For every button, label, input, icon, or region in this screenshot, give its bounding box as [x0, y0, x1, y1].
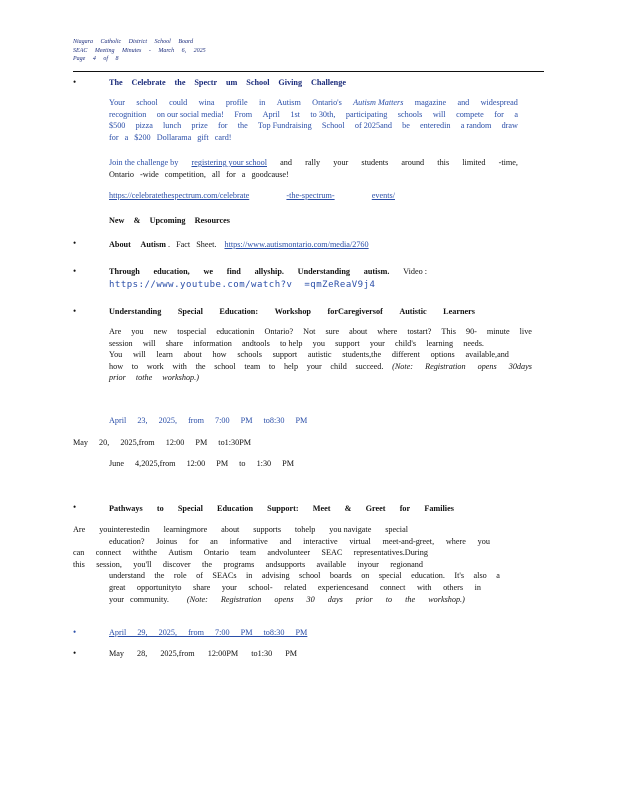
header-line-2: SEAC Meeting Minutes - March 6, 2025 — [73, 47, 206, 54]
word: & — [133, 216, 141, 225]
celebrate-title — [109, 77, 346, 89]
word: students,the — [342, 350, 382, 360]
word: support — [272, 350, 298, 360]
word: This — [441, 327, 456, 336]
word: andvolunteer — [267, 548, 311, 558]
word: Spectr — [194, 78, 218, 87]
word: succeed. — [355, 361, 384, 371]
word: virtual — [349, 536, 371, 546]
word: in — [474, 582, 481, 592]
word: School — [321, 121, 345, 131]
word: to help — [279, 338, 303, 348]
word: Celebrate — [131, 78, 166, 87]
word: connect — [379, 582, 406, 592]
word: limited — [462, 158, 486, 167]
word: Are — [109, 327, 122, 336]
word: lunch — [163, 121, 182, 131]
word: connect — [95, 548, 122, 558]
word: Challenge — [310, 78, 346, 87]
word: an — [210, 536, 218, 546]
word: on — [361, 571, 370, 581]
word: the — [201, 559, 212, 569]
word: be — [402, 121, 410, 131]
word: New — [109, 216, 125, 225]
word: prize — [191, 121, 208, 131]
page-header — [73, 38, 206, 64]
fact-sheet-link[interactable]: https://www.autismontario.com/media/2760 — [224, 240, 369, 249]
word: recognition — [109, 109, 147, 119]
workshop-date-1: April 23, 2025, from 7:00 PM to8:30 PM — [109, 416, 308, 425]
word: advising — [261, 571, 290, 581]
word: about — [349, 327, 368, 336]
word: Education: — [219, 307, 259, 316]
word: Resources — [194, 216, 230, 225]
word: Greet — [365, 504, 386, 513]
word: informative — [229, 536, 268, 546]
word: to — [131, 361, 139, 371]
word: about — [221, 525, 240, 534]
bullet: • — [73, 77, 77, 87]
celebrate-paragraph-2: Join the challenge by registering your school and rally your students around this limited -time, Ontario -wide competition, all for a goodcause! — [109, 158, 518, 179]
word: new — [153, 327, 168, 336]
word: Education — [217, 504, 253, 513]
word: sure — [325, 327, 340, 336]
word: Are — [73, 525, 86, 534]
word: in — [259, 98, 266, 107]
word: Understanding — [109, 307, 162, 316]
word: 1st — [290, 109, 300, 119]
word: Understanding — [297, 267, 350, 276]
header-rule — [73, 71, 544, 72]
word: Your — [109, 98, 126, 107]
resource-item-2: Through education, we find allyship. Understanding autism. Video : — [109, 267, 427, 276]
word: school — [136, 98, 158, 107]
word: Not — [303, 327, 316, 336]
word: the — [195, 361, 206, 371]
register-link[interactable]: registering your school — [191, 158, 267, 167]
word: learning — [426, 338, 454, 348]
word: rally — [305, 158, 321, 167]
word: a — [514, 109, 518, 119]
word: -time, — [498, 158, 518, 167]
word: tostart? — [407, 327, 432, 336]
word: special — [378, 571, 402, 581]
celebrate-paragraph-1: Your school could wina profile in Autism Ontario's Autism Matters magazine and widespread recognition on our social media! From April 1st to 30th, participating schools will compete for a $500 pizza lunch prize for the Top Fundraising School of 2025and be enteredin a random draw for a $200 Dollarama gift card! — [109, 98, 518, 142]
word: to — [156, 504, 164, 513]
bullet: • — [73, 648, 77, 658]
pathways-description: Are youinterestedin learningmore about supports tohelp you navigate special education? Joinus for an informative and interactive virtual meet-and-greet, where you can connect withthe Autism Ontario team andvolunteer SEAC representatives.During this session, you'll discover the programs andsupports available inyour regionand understand the role of SEACs in advising school boards on special education. It's also a great opportunityto share your school- related experiencesand connect with others in your community. (Note: Registration opens 30 days prior to the workshop.) — [73, 525, 500, 604]
word: this — [73, 559, 85, 569]
word: you'll — [133, 559, 152, 569]
bullet: • — [73, 266, 77, 276]
word: Through — [109, 267, 140, 276]
word: share — [193, 582, 211, 592]
word: opportunityto — [136, 582, 182, 592]
word: autism. — [363, 267, 390, 276]
word: this — [437, 158, 450, 167]
word: also — [473, 571, 487, 581]
word: um — [226, 78, 238, 87]
word: From — [234, 109, 253, 119]
word: school — [299, 571, 321, 581]
word: work — [146, 361, 164, 371]
word: school — [214, 361, 236, 371]
word: -the-spectrum- — [286, 191, 335, 200]
word: your — [221, 582, 237, 592]
resource-item-2-link[interactable]: https://www.youtube.com/watch?v =qmZeReaV9j4 — [109, 280, 376, 290]
workshop-description: Are you new tospecial educationin Ontario? Not sure about where tostart? This 90- minute live session will share information andtools to help you support your child's learning needs. You will learn about how schools support autistic students,the different options available,and how to work with the school team to help your child succeed. (Note: Registration opens 30days prior tothe workshop.) — [109, 327, 532, 383]
word: and — [280, 158, 292, 167]
word: needs. — [463, 338, 484, 348]
resource-item-1: About Autism . Fact Sheet. https://www.autismontario.com/media/2760 — [109, 239, 419, 251]
bullet: • — [73, 306, 77, 316]
word: autistic — [307, 350, 332, 360]
word: others — [443, 582, 464, 592]
word: live — [519, 327, 532, 336]
word: youinterestedin — [99, 525, 150, 534]
word: Ontario — [203, 548, 229, 558]
word: to — [268, 361, 276, 371]
word: participating — [345, 109, 388, 119]
word: your — [369, 338, 385, 348]
word: support — [335, 338, 360, 348]
word: educationin — [216, 327, 255, 336]
word: experiencesand — [317, 582, 369, 592]
word: Autism — [168, 548, 193, 558]
word: inyour — [357, 559, 379, 569]
word: Families — [424, 504, 454, 513]
word: meet-and-greet, — [382, 536, 435, 546]
word: different — [391, 350, 420, 360]
word: profile — [225, 98, 248, 107]
word: you — [131, 327, 144, 336]
word: education. — [411, 571, 445, 581]
word: where — [377, 327, 398, 336]
word: https://celebratethespectrum.com/celebrate — [109, 191, 250, 200]
word: discover — [162, 559, 191, 569]
word: Learners — [443, 307, 475, 316]
celebrate-link[interactable] — [109, 190, 395, 202]
word: options — [430, 350, 455, 360]
word: The — [109, 78, 123, 87]
word: $500 — [109, 121, 126, 131]
word: team — [240, 548, 257, 558]
word: we — [203, 267, 213, 276]
workshop-date-2: May 20, 2025,from 12:00 PM to1:30PM — [73, 438, 252, 447]
word: enteredin — [420, 121, 451, 131]
word: could — [169, 98, 188, 107]
pathways-date-1[interactable]: April 29, 2025, from 7:00 PM to8:30 PM — [109, 628, 308, 637]
workshop-date-3: June 4,2025,from 12:00 PM to 1:30 PM — [109, 459, 295, 468]
word: Ontario? — [264, 327, 294, 336]
word: in — [245, 571, 253, 581]
word: on our social media! — [156, 109, 224, 119]
word: child — [330, 361, 347, 371]
word: andsupports — [265, 559, 306, 569]
word: & — [344, 504, 352, 513]
word: tospecial — [177, 327, 207, 336]
pathways-title — [109, 503, 454, 515]
word: Autism — [276, 98, 301, 107]
word: learn — [156, 350, 173, 360]
word: Special — [177, 307, 203, 316]
word: Support: — [267, 504, 299, 513]
word: education? — [109, 536, 145, 546]
word: available,and — [465, 350, 509, 360]
word: schools — [397, 109, 423, 119]
header-line-1: Niagara Catholic District School Board — [73, 39, 194, 45]
word: great — [109, 582, 126, 592]
word: Meet — [312, 504, 331, 513]
word: to 30th, — [310, 109, 336, 119]
word: help — [283, 361, 299, 371]
word: Joinus — [156, 536, 178, 546]
word: draw — [501, 121, 518, 131]
header-line-3: Page 4 of 8 — [73, 56, 119, 62]
word: supports — [253, 525, 281, 534]
word: andtools — [242, 338, 270, 348]
word: programs — [223, 559, 255, 569]
word: your — [306, 361, 322, 371]
word: understand — [109, 571, 145, 581]
word: School — [246, 78, 270, 87]
word: information — [193, 338, 232, 348]
word: schools — [237, 350, 262, 360]
resources-heading — [109, 215, 230, 227]
word: magazine — [414, 98, 447, 107]
word: role — [173, 571, 187, 581]
word: of 2025and — [354, 121, 392, 131]
word: compete — [456, 109, 484, 119]
word: a — [496, 571, 500, 581]
word: Giving — [278, 78, 303, 87]
magazine-name: Autism Matters — [353, 98, 404, 107]
word: for — [188, 536, 199, 546]
word: Top Fundraising — [257, 121, 312, 131]
word: you navigate — [329, 525, 372, 534]
word: forCaregiversof — [327, 307, 383, 316]
word: withthe — [132, 548, 158, 558]
word: for — [399, 504, 411, 513]
word: your — [333, 158, 349, 167]
word: allyship. — [254, 267, 284, 276]
word: tohelp — [294, 525, 316, 534]
word: Pathways — [109, 504, 143, 513]
word: learningmore — [163, 525, 208, 534]
word: you — [477, 536, 490, 546]
word: representatives.During — [353, 548, 428, 558]
word: related — [284, 582, 307, 592]
word: events/ — [371, 191, 395, 200]
word: interactive — [303, 536, 338, 546]
word: pizza — [135, 121, 153, 131]
word: with — [416, 582, 432, 592]
word: school- — [248, 582, 273, 592]
word: will — [133, 350, 146, 360]
word: the — [154, 571, 165, 581]
word: will — [142, 338, 156, 348]
word: and — [279, 536, 292, 546]
word: 90- — [465, 327, 477, 336]
bullet: • — [73, 502, 77, 512]
word: You — [109, 350, 123, 360]
word: Ontario's — [312, 98, 342, 107]
word: about — [183, 350, 202, 360]
word: and — [457, 98, 470, 107]
word: session — [109, 338, 133, 348]
word: SEACs — [212, 571, 237, 581]
word: how — [212, 350, 227, 360]
word: wina — [198, 98, 215, 107]
word: Special — [177, 504, 203, 513]
word: Autistic — [399, 307, 427, 316]
word: boards — [329, 571, 352, 581]
word: share — [165, 338, 184, 348]
word: around — [401, 158, 425, 167]
word: where — [445, 536, 466, 546]
word: will — [432, 109, 446, 119]
word: child's — [395, 338, 417, 348]
word: students — [361, 158, 389, 167]
word: with — [172, 361, 187, 371]
word: widespread — [480, 98, 518, 107]
word: the — [237, 121, 248, 131]
word: the — [174, 78, 186, 87]
word: special — [385, 525, 408, 534]
word: a random — [460, 121, 492, 131]
word: Workshop — [274, 307, 311, 316]
word: you — [312, 338, 325, 348]
word: for — [494, 109, 504, 119]
word: April — [262, 109, 280, 119]
word: Upcoming — [149, 216, 186, 225]
pathways-date-2: May 28, 2025,from 12:00PM to1:30 PM — [109, 649, 298, 658]
bullet: • — [73, 627, 77, 637]
word: team — [244, 361, 261, 371]
word: for — [217, 121, 228, 131]
word: available — [316, 559, 347, 569]
word: can — [73, 548, 85, 558]
word: minute — [486, 327, 510, 336]
word: It's — [454, 571, 465, 581]
word: how — [109, 361, 124, 371]
word: find — [226, 267, 241, 276]
word: session, — [96, 559, 122, 569]
workshop-title — [109, 306, 475, 318]
word: education, — [153, 267, 190, 276]
bullet: • — [73, 238, 77, 248]
word: SEAC — [321, 548, 343, 558]
word: of — [196, 571, 203, 581]
word: regionand — [390, 559, 423, 569]
